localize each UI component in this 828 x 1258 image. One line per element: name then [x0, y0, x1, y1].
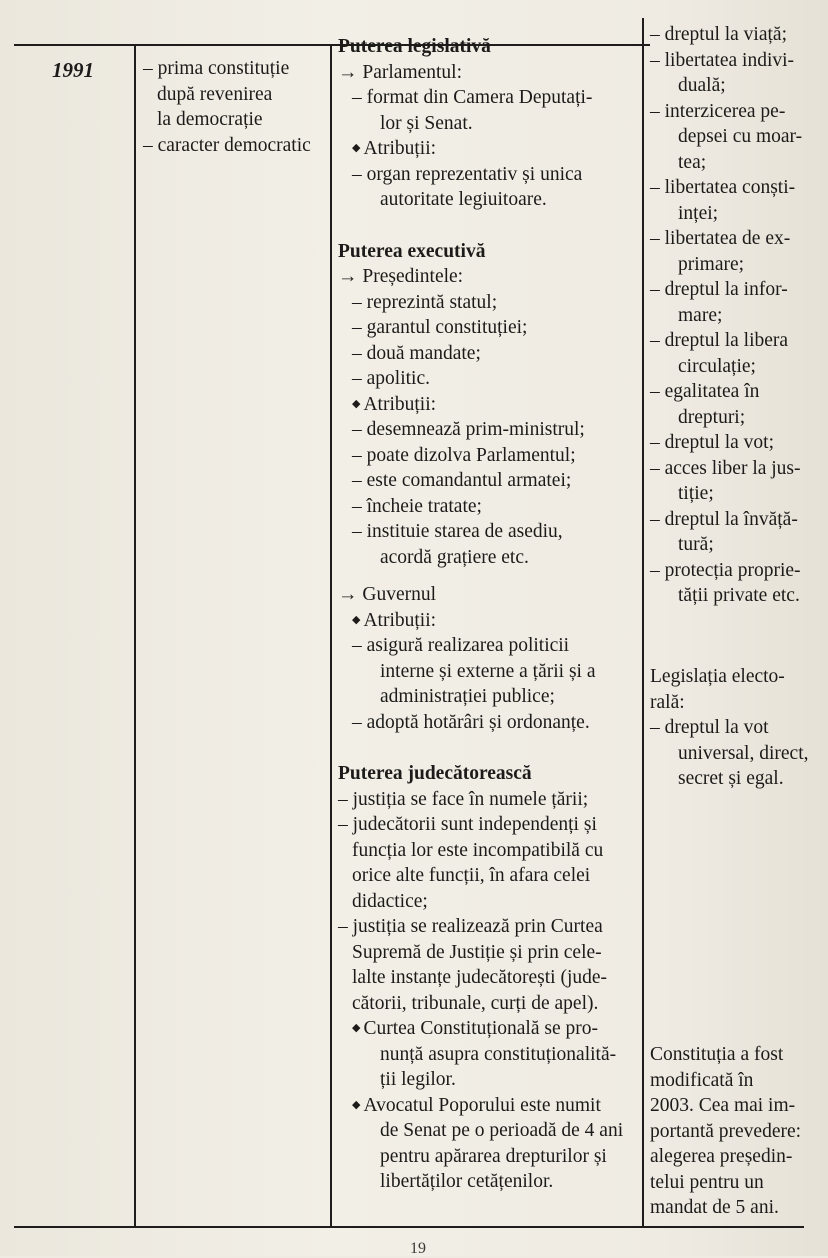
jud-line: funcția lor este incompatibilă cu [352, 839, 604, 861]
amendment-line: alegerea președin- [650, 1146, 793, 1167]
exec-line: – asigură realizarea politicii [352, 635, 570, 656]
right-line: – libertatea indivi- [650, 49, 795, 71]
electoral-cell [650, 664, 822, 792]
rights-cell [650, 22, 822, 609]
leg-line: – format din Camera Deputați- [352, 87, 593, 108]
right-line: – dreptul la infor- [650, 279, 788, 300]
jud-line: – judecătorii sunt independenți și [338, 814, 597, 835]
jud-line: didactice; [352, 890, 428, 912]
amendment-cell [650, 1042, 822, 1221]
jud-line: pentru apărarea drepturilor și [380, 1145, 607, 1167]
leg-line: lor și Senat. [380, 112, 473, 134]
bullet-icon: ◆ [352, 397, 361, 410]
judicial-heading: Puterea judecătorească [338, 763, 532, 784]
right-line: – acces liber la jus- [650, 457, 801, 479]
column-rule-3 [642, 18, 644, 1228]
jud-line: orice alte funcții, în afara celei [352, 865, 591, 886]
exec-line: – două mandate; [352, 342, 481, 364]
electoral-line: Legislația electo- [650, 666, 785, 687]
exec-line: – apolitic. [352, 368, 430, 389]
amendment-line: Constituția a fost [650, 1044, 784, 1065]
jud-line: Supremă de Justiție și prin cele- [352, 941, 602, 963]
jud-line: – justiția se realizează prin Curtea [338, 916, 603, 937]
electoral-line: universal, direct, [678, 742, 809, 764]
right-line: depsei cu moar- [678, 126, 803, 147]
constitutional-court-item: ◆ Curtea Constituțională se pro- [352, 1018, 598, 1039]
right-line: – dreptul la învăță- [650, 508, 798, 530]
institutions-cell [338, 34, 638, 1195]
amendment-line: telui pentru un [650, 1171, 764, 1193]
exec-line: – este comandantul armatei; [352, 470, 572, 491]
jud-line: cătorii, tribunale, curți de apel). [352, 992, 599, 1014]
right-line: inței; [678, 202, 719, 224]
right-line: tură; [678, 534, 714, 555]
exec-line: interne și externe a țării și a [380, 660, 596, 682]
right-line: tiție; [678, 483, 714, 504]
leg-line: autoritate legiuitoare. [380, 189, 547, 210]
exec-attributions: ◆ Atribuții: [352, 393, 437, 415]
gov-attributions: ◆ Atribuții: [352, 609, 437, 631]
table-bottom-border [14, 1226, 804, 1228]
right-line: mare; [678, 304, 723, 326]
jud-line: de Senat pe o perioadă de 4 ani [380, 1120, 624, 1141]
right-line: – dreptul la viață; [650, 24, 787, 45]
bullet-icon: ◆ [352, 613, 361, 626]
ombudsman-item: ◆ Avocatul Poporului este numit [352, 1094, 601, 1116]
amendment-line: 2003. Cea mai im- [650, 1095, 796, 1116]
year-cell: 1991 [52, 58, 94, 82]
jud-line: nunță asupra constituționalită- [380, 1043, 617, 1065]
right-line: – interzicerea pe- [650, 100, 786, 122]
right-line: primare; [678, 253, 745, 275]
exec-line: – instituie starea de asediu, [352, 521, 563, 542]
right-line: duală; [678, 75, 726, 96]
column-rule-2 [330, 44, 332, 1228]
exec-line: – reprezintă statul; [352, 291, 498, 313]
right-line: – egalitatea în [650, 381, 760, 402]
right-line: drepturi; [678, 406, 746, 428]
page-number: 19 [410, 1240, 426, 1257]
exec-line: – garantul constituției; [352, 317, 528, 338]
char-line: – caracter democratic [143, 134, 311, 156]
char-line: după revenirea [157, 83, 273, 105]
jud-line: libertăților cetățenilor. [380, 1171, 554, 1192]
right-line: – dreptul la libera [650, 330, 789, 351]
right-line: – libertatea de ex- [650, 228, 791, 249]
char-line: – prima constituție [143, 58, 290, 79]
right-line: – protecția proprie- [650, 559, 801, 581]
characteristics-cell [143, 56, 328, 158]
exec-line: – desemnează prim-ministrul; [352, 419, 585, 440]
leg-line: – organ reprezentativ și unica [352, 163, 583, 185]
bullet-icon: ◆ [352, 1022, 361, 1034]
amendment-line: modificată în [650, 1069, 754, 1091]
right-line: – libertatea conști- [650, 177, 796, 198]
electoral-line: secret și egal. [678, 768, 784, 789]
bullet-icon: ◆ [352, 142, 361, 154]
amendment-line: mandat de 5 ani. [650, 1197, 779, 1218]
jud-line: lalte instanțe judecătorești (jude- [352, 967, 608, 988]
electoral-line: – dreptul la vot [650, 717, 769, 738]
amendment-line: portantă prevedere: [650, 1120, 802, 1142]
electoral-line: rală: [650, 691, 685, 713]
column-rule-1 [134, 44, 136, 1228]
right-line: – dreptul la vot; [650, 432, 775, 453]
right-line: circulație; [678, 355, 756, 377]
leg-line: → Parlamentul: [338, 61, 463, 83]
jud-line: – justiția se face în numele țării; [338, 788, 589, 810]
leg-attributions: ◆ Atribuții: [352, 138, 437, 159]
legislative-heading: Puterea legislativă [338, 36, 491, 57]
bullet-icon: ◆ [352, 1098, 361, 1111]
right-line: tății private etc. [678, 585, 800, 606]
right-line: tea; [678, 151, 707, 173]
exec-line: → Guvernul [338, 584, 437, 605]
jud-line: ții legilor. [380, 1069, 456, 1090]
exec-line: – încheie tratate; [352, 495, 482, 517]
executive-heading: Puterea executivă [338, 240, 486, 262]
exec-line: administrației publice; [380, 686, 555, 707]
exec-line: → Președintele: [338, 266, 464, 287]
exec-line: – poate dizolva Parlamentul; [352, 444, 576, 466]
exec-line: acordă grațiere etc. [380, 546, 529, 568]
char-line: la democrație [157, 109, 263, 130]
exec-line: – adoptă hotărâri și ordonanțe. [352, 711, 590, 733]
